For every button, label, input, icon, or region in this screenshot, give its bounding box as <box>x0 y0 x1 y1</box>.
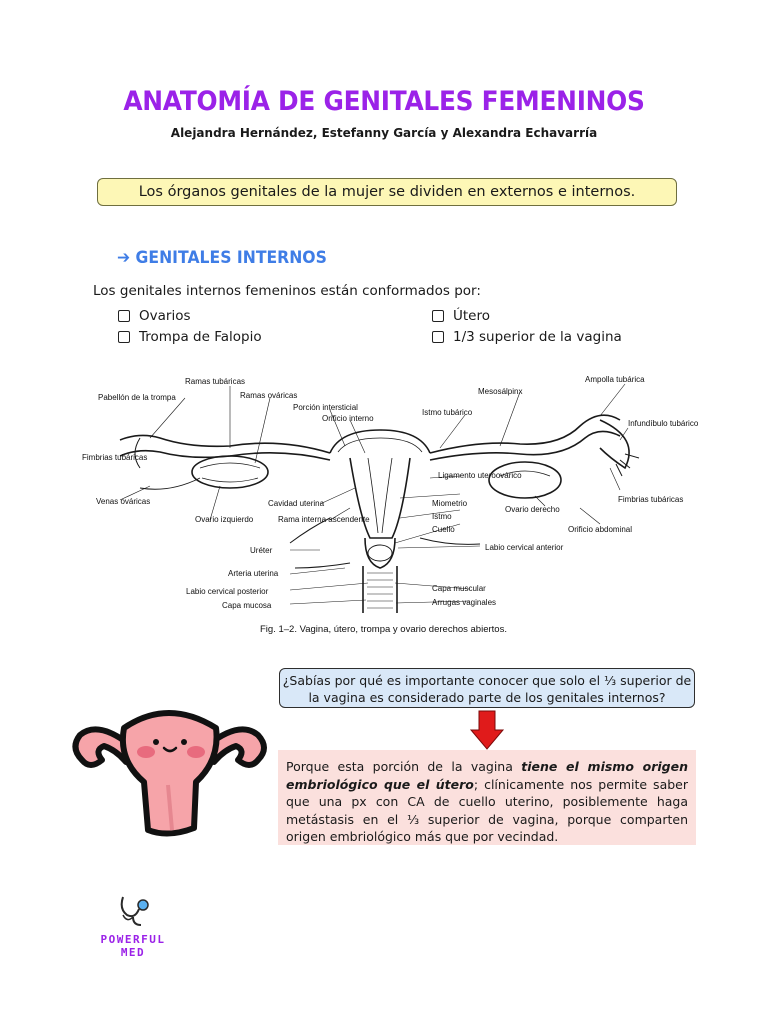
label-pabellon: Pabellón de la trompa <box>98 393 176 402</box>
label-istmo: Istmo <box>432 512 452 521</box>
label-porcion-intersticial: Porción intersticial <box>293 403 358 412</box>
arrow-right-icon: ➔ <box>117 248 131 268</box>
label-infundibulo: Infundíbulo tubárico <box>628 419 699 428</box>
brand-logo <box>92 895 174 959</box>
checklist-item-label: Trompa de Falopio <box>139 329 262 345</box>
label-miometrio: Miometrio <box>432 499 468 508</box>
label-ligamento: Ligamento uteroovárico <box>438 471 522 480</box>
brand-name-line2: MED <box>120 946 146 959</box>
checklist-item-ovarios[interactable] <box>118 308 190 324</box>
label-arteria-uterina: Arteria uterina <box>228 569 279 578</box>
label-ramas-tubaricas: Ramas tubáricas <box>185 377 246 386</box>
answer-rest: ; clínicamente nos permite saber que una px con CA de cuello uterino, posiblemente haga metástasis en el ⅓ superior de vagina, porque comparten origen embriológico más que por vecindad. <box>286 776 688 844</box>
uterus-mascot-icon <box>68 690 278 850</box>
checklist-item-label: Ovarios <box>139 308 191 324</box>
label-ovario-derecho: Ovario derecho <box>505 505 560 514</box>
label-rama-interna: Rama interna ascendente <box>278 515 370 524</box>
checkbox-empty-icon[interactable] <box>432 331 444 343</box>
checklist-item-label: 1/3 superior de la vagina <box>453 329 622 345</box>
label-capa-mucosa: Capa mucosa <box>222 601 272 610</box>
label-orificio-abdominal: Orificio abdominal <box>568 525 633 534</box>
label-mesosalpinx: Mesosálpinx <box>478 387 523 396</box>
question-box: ¿Sabías por qué es importante conocer que solo el ⅓ superior de la vagina es considerado parte de los genitales internos? <box>279 668 695 708</box>
label-ureter: Uréter <box>250 546 273 555</box>
page-title: ANATOMÍA DE GENITALES FEMENINOS <box>123 86 645 117</box>
label-labio-anterior: Labio cervical anterior <box>485 543 564 552</box>
label-ramas-ovaricas: Ramas ováricas <box>240 391 298 400</box>
label-capa-muscular: Capa muscular <box>432 584 486 593</box>
checkbox-empty-icon[interactable] <box>432 310 444 322</box>
answer-prefix: Porque esta porción de la vagina <box>286 759 522 774</box>
red-down-arrow-icon <box>470 710 504 750</box>
figure-caption: Fig. 1–2. Vagina, útero, trompa y ovario derechos abiertos. <box>260 624 507 635</box>
label-ampolla: Ampolla tubárica <box>585 375 645 384</box>
checkbox-empty-icon[interactable] <box>118 331 130 343</box>
label-fimbrias-der: Fimbrias tubáricas <box>618 495 684 504</box>
label-orificio-interno: Orificio interno <box>322 414 374 423</box>
checklist-item-utero[interactable] <box>432 308 490 324</box>
intro-box: Los órganos genitales de la mujer se dividen en externos e internos. <box>97 178 677 206</box>
label-cavidad-uterina: Cavidad uterina <box>268 499 325 508</box>
label-ovario-izquierdo: Ovario izquierdo <box>195 515 254 524</box>
checklist-item-vagina[interactable] <box>432 329 622 345</box>
brand-name-line1: POWERFUL <box>100 933 166 946</box>
section-heading-text: GENITALES INTERNOS <box>135 248 327 268</box>
checkbox-empty-icon[interactable] <box>118 310 130 322</box>
checklist-item-label: Útero <box>453 308 490 324</box>
section-heading <box>117 248 327 268</box>
label-fimbrias-izq: Fimbrias tubáricas <box>82 453 148 462</box>
label-cuello: Cuello <box>432 525 455 534</box>
label-arrugas: Arrugas vaginales <box>432 598 497 607</box>
label-istmo-tubarico: Istmo tubárico <box>422 408 473 417</box>
answer-box <box>278 750 696 845</box>
section-intro: Los genitales internos femeninos están conformados por: <box>93 283 481 299</box>
stethoscope-icon <box>113 895 153 929</box>
answer-emphasis: tiene el mismo origen embriológico que el útero <box>286 759 688 792</box>
anatomy-diagram <box>80 368 699 640</box>
label-venas-ovaricas: Venas ováricas <box>96 497 151 506</box>
authors-line: Alejandra Hernández, Estefanny García y Alexandra Echavarría <box>170 126 598 140</box>
label-labio-posterior: Labio cervical posterior <box>186 587 269 596</box>
checklist-item-trompa[interactable] <box>118 329 262 345</box>
